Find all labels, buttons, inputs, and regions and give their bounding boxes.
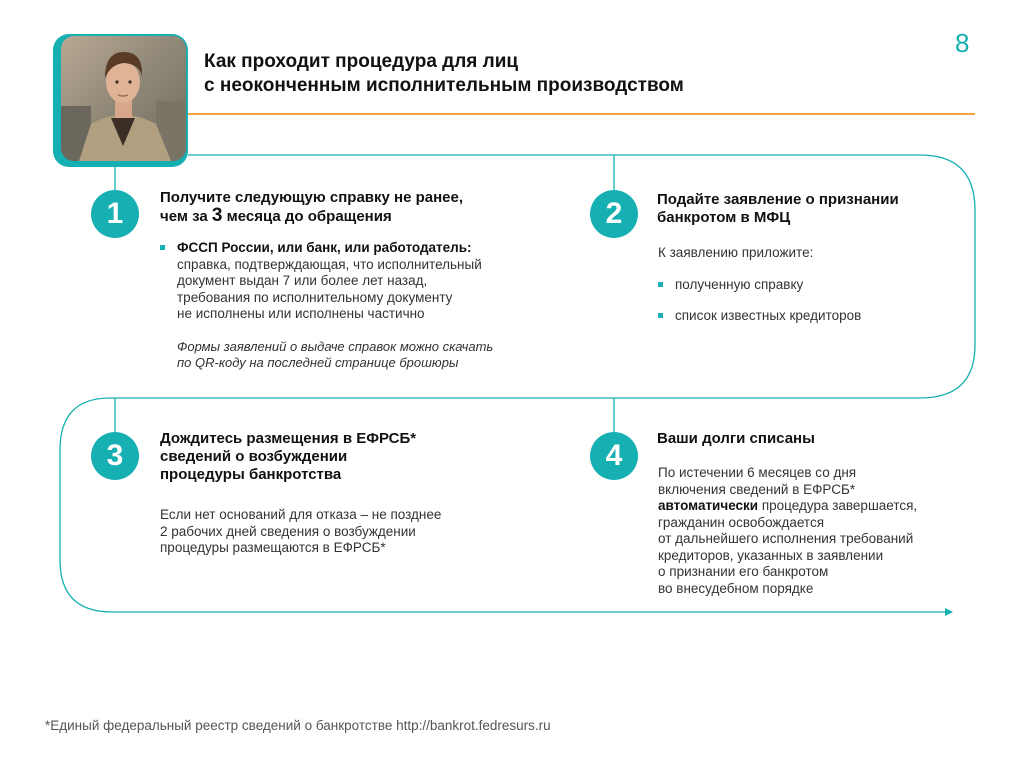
step-2-circle: 2 (590, 190, 638, 238)
page-title-line-2: с неоконченным исполнительным производством (204, 75, 684, 96)
footnote: *Единый федеральный реестр сведений о банкротстве http://bankrot.fedresurs.ru (45, 718, 551, 733)
step-1-title-text-end: месяца до обращения (222, 208, 392, 225)
step-4-circle: 4 (590, 432, 638, 480)
step-1-circle: 1 (91, 190, 139, 238)
step-4-body-line: включения сведений в ЕФРСБ* (658, 481, 856, 497)
step-3-body (160, 507, 441, 557)
step-4-body-line: о признании его банкротом (658, 564, 829, 579)
step-1-title-text: чем за (160, 208, 212, 225)
step-1-bullet-line: справка, подтверждающая, что исполнительный (177, 256, 482, 272)
step-4-body (658, 465, 917, 597)
step-1-bullet-line: документ выдан 7 или более лет назад, (177, 273, 428, 288)
page-title-line-1: Как проходит процедура для лиц (204, 51, 519, 72)
step-1-bullet-item (160, 240, 482, 323)
step-1-title (160, 189, 463, 226)
step-3-body-line: Если нет оснований для отказа – не позднее (160, 507, 442, 522)
step-3-title (160, 430, 416, 484)
step-4-body-line: от дальнейшего исполнения требований (658, 531, 914, 546)
step-2-bullet-item: список известных кредиторов (658, 308, 861, 325)
step-4-title (657, 430, 815, 448)
step-1-bullet-line: требования по исполнительному документу (177, 289, 453, 305)
step-2-title-line: банкротом в МФЦ (657, 209, 791, 226)
step-2-intro: К заявлению приложите: (658, 245, 814, 260)
step-4-body-line: кредиторов, указанных в заявлении (658, 547, 884, 563)
step-2-title (657, 191, 899, 227)
step-2-title-line: Подайте заявление о признании (657, 191, 899, 208)
step-3-body-line: процедуры размещаются в ЕФРСБ* (160, 540, 386, 555)
step-1-title-line-2 (160, 207, 463, 226)
step-4-body-bold: автоматически (658, 498, 759, 513)
step-1-title-line-1: Получите следующую справку не ранее, (160, 189, 464, 206)
step-3-title-line: сведений о возбуждении (160, 448, 348, 465)
step-4-body-line: во внесудебном порядке (658, 580, 814, 596)
step-1-note-line: Формы заявлений о выдаче справок можно скачать (177, 339, 494, 354)
step-4-body-line: гражданин освобождается (658, 514, 825, 530)
step-1-title-number: 3 (211, 205, 223, 226)
step-1-bullet-line: не исполнены или исполнены частично (177, 306, 425, 321)
step-1-bullet-heading: ФССП России, или банк, или работодатель: (177, 240, 472, 255)
step-1-note (177, 339, 493, 371)
step-4-body-line: По истечении 6 месяцев со дня (658, 465, 857, 480)
step-4-body-line (658, 498, 917, 515)
step-2-bullet-list (658, 277, 861, 324)
step-4-title-line: Ваши долги списаны (657, 430, 815, 447)
step-3-title-line: Дождитесь размещения в ЕФРСБ* (160, 430, 417, 447)
step-4-body-text: процедура завершается, (758, 498, 918, 513)
step-3-body-line: 2 рабочих дней сведения о возбуждении (160, 523, 416, 539)
arrow-right-icon (945, 608, 953, 616)
step-1-bullet (160, 240, 482, 323)
step-3-circle: 3 (91, 432, 139, 480)
step-2-bullet-item: полученную справку (658, 277, 861, 294)
step-1-note-line: по QR-коду на последней странице брошюры (177, 355, 459, 370)
page-number: 8 (955, 28, 970, 58)
step-3-title-line: процедуры банкротства (160, 466, 342, 483)
